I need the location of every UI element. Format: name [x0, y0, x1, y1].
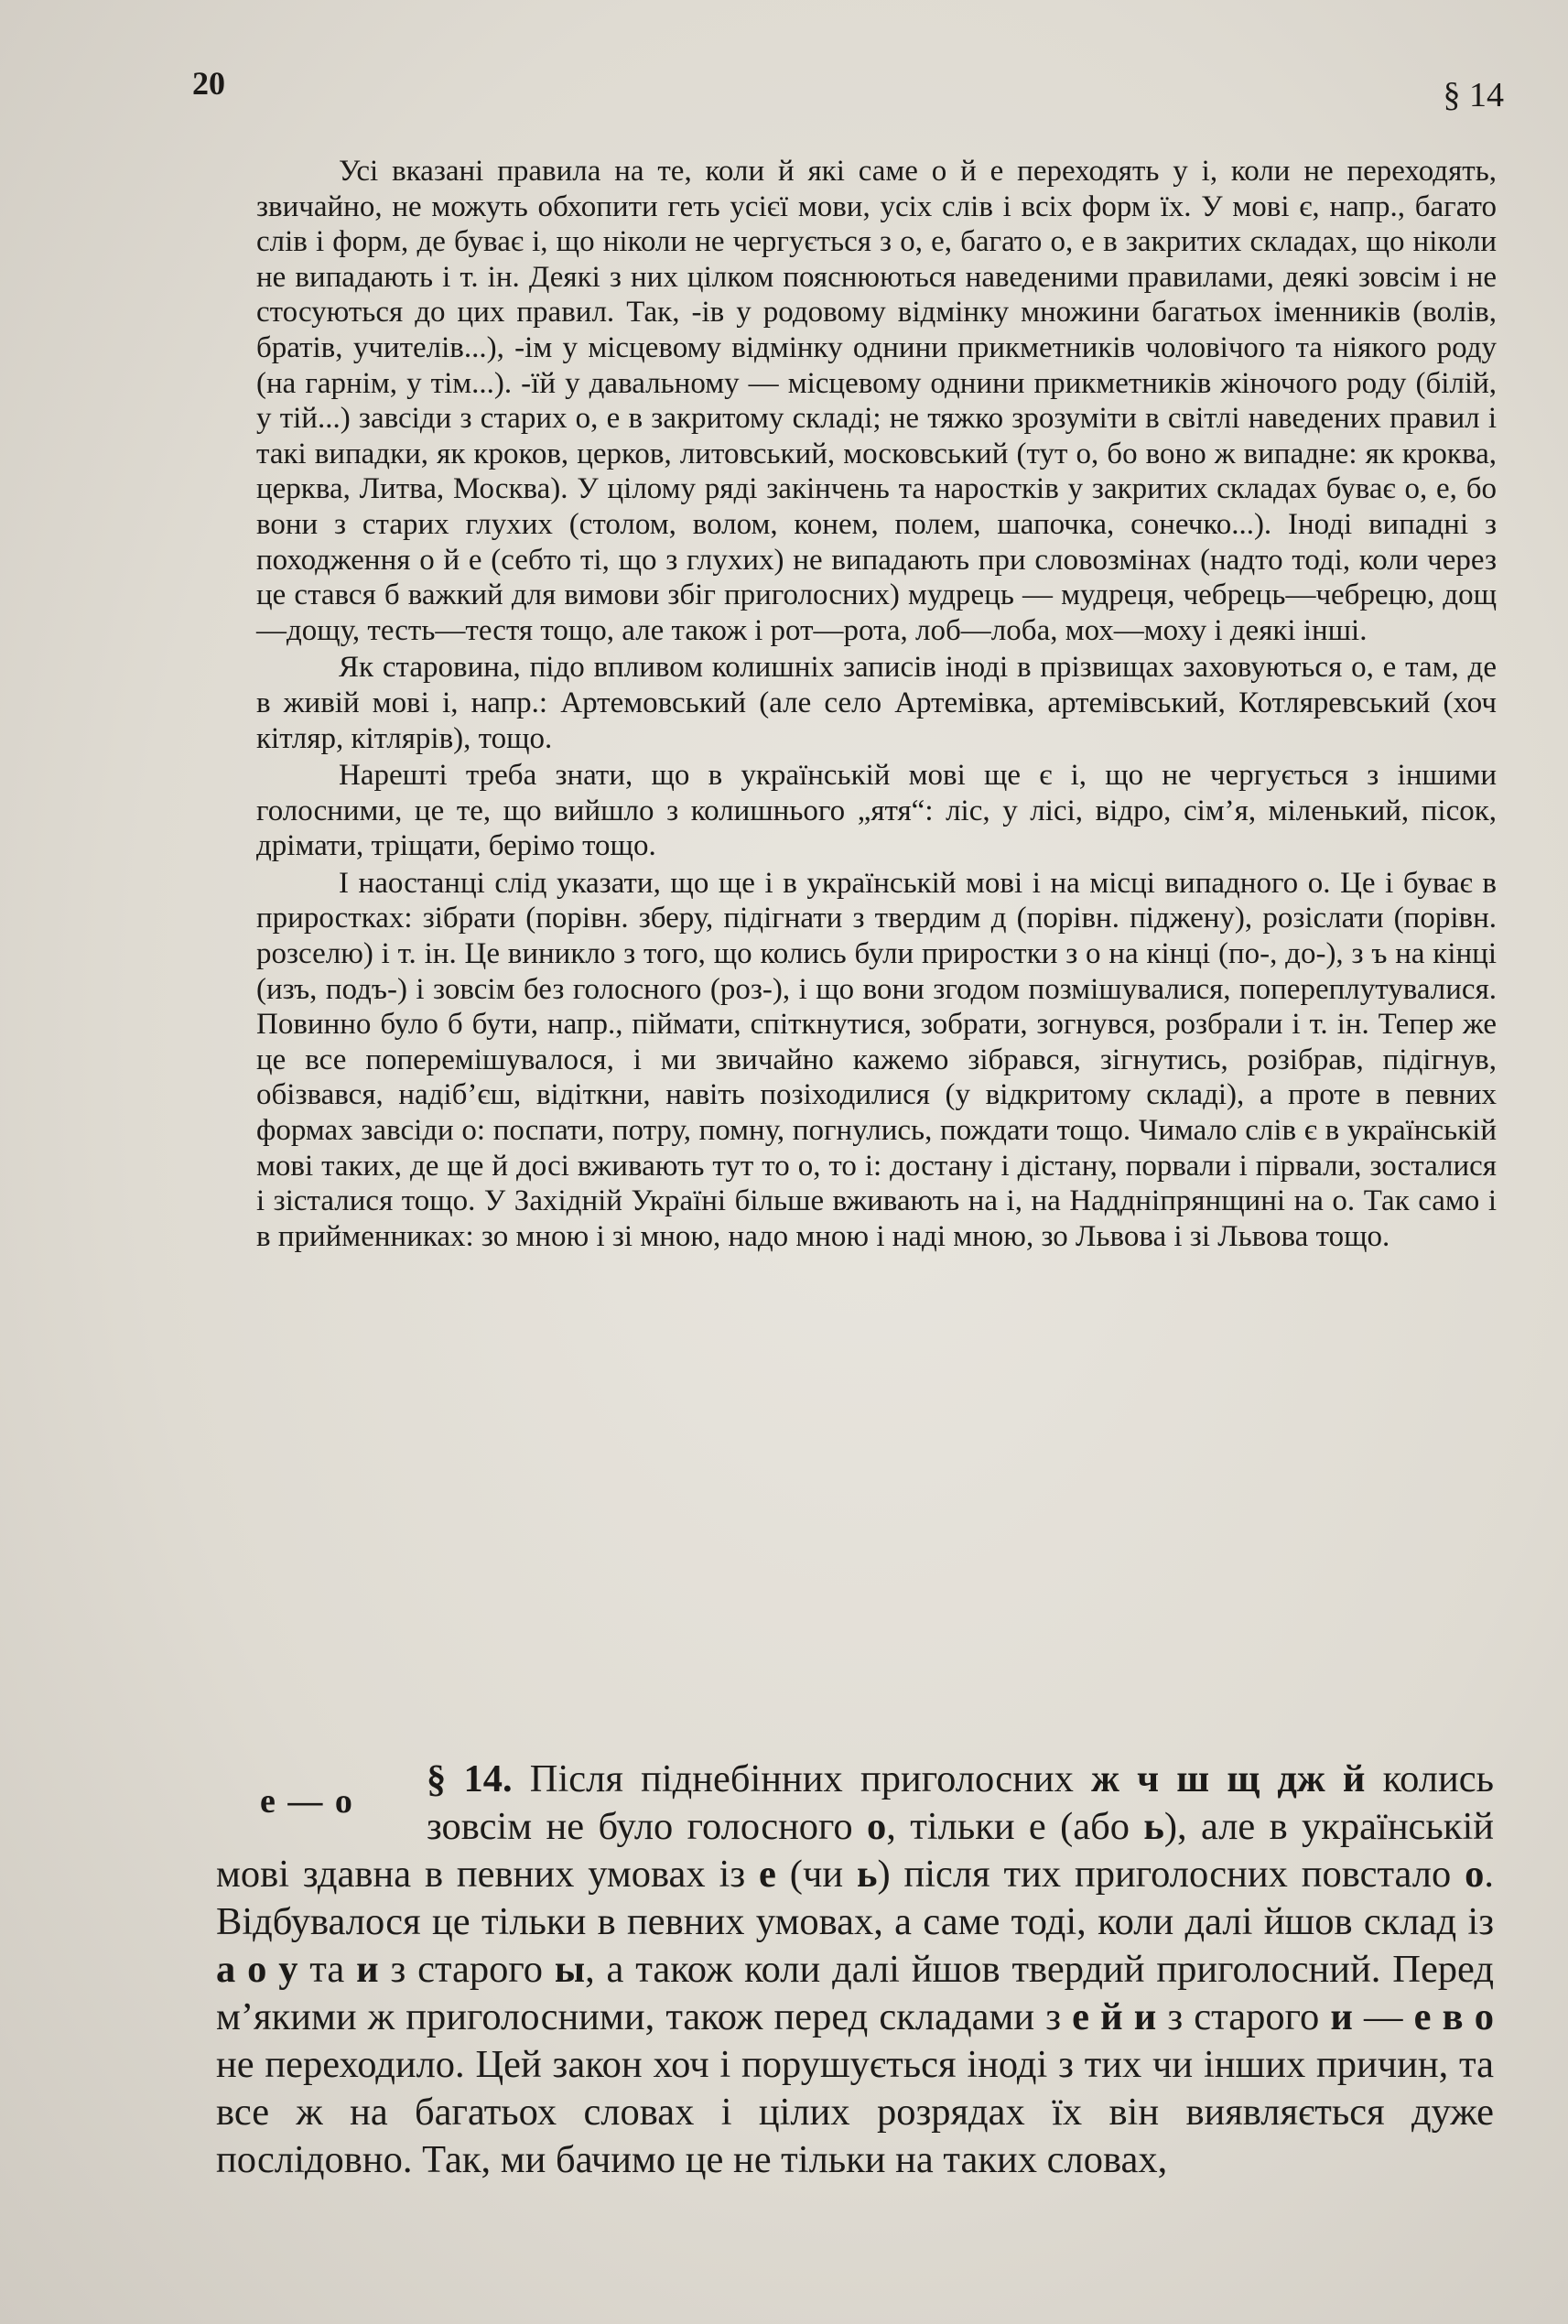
letter-y: и — [1330, 1995, 1353, 2038]
section-text: з старого — [1156, 1995, 1331, 2038]
paragraph-yat: Нарешті треба знати, що в українській мові ще є і, що не чергується з іншими голосними, це те, що вийшло з колишнього „ятя“: ліс, у лісі, відро, сім’я, міленький, пісок, дрімати, тріщати, берімо тощо. — [256, 759, 1497, 863]
letter-yery: ы — [554, 1948, 586, 1991]
section-text: — — [1352, 1995, 1414, 2038]
section-text: , а також коли далі йшов твердий приголосний. Перед м’якими ж приголосними, також перед складами з — [216, 1948, 1494, 2038]
section-text: (чи — [775, 1853, 857, 1896]
section-text: ) після тих приголосних повстало — [877, 1853, 1465, 1896]
section-side-label: е — о — [260, 1782, 354, 1821]
letter-o: о — [1465, 1853, 1485, 1896]
soft-sign: ь — [1143, 1805, 1164, 1848]
section-text: ), але в українській мові здавна в певних умовах із — [216, 1805, 1495, 1896]
section-text: з старого — [378, 1948, 555, 1991]
section-text: не переходило. Цей закон хоч і порушується іноді з тих чи інших причин, та все ж на багатьох словах і цілих розрядах їх він виявляється дуже послідовно. Так, ми бачимо це не тільки на таких словах, — [216, 2043, 1494, 2181]
page-number: 20 — [192, 65, 225, 102]
running-section-ref: § 14 — [1443, 76, 1504, 114]
section-text: колись зовсім не було голосного — [427, 1757, 1494, 1848]
section-text: . Відбувалося це тільки в певних умовах, а саме тоді, коли далі йшов склад із — [216, 1853, 1494, 1943]
e-into-o: е в о — [1413, 1995, 1494, 2038]
letter-y: и — [356, 1948, 379, 1991]
paragraph-vowel-rules: Усі вказані правила на те, коли й які саме о й е переходять у і, коли не переходять, звичайно, не можуть обхопити геть усієї мови, усіх слів і всіх форм їх. У мові є, напр., багато слів і форм, де буває і, що ніколи не чергується з о, е, багато о, е в закритих складах, що ніколи не випадають і т. ін. Деякі з них цілком пояснюються наведеними правилами, деякі зовсім і не стосуються до цих правил. Так, -ів у родовому відмінку множини багатьох іменників (волів, братів, учителів...), -ім у місцевому відмінку однини прикметників чоловічого та ніякого роду (на гарнім, у тім...). -їй у давальному — місцевому однини прикметників жіночого роду (білій, у тій...) завсіди з старих о, е в закритому складі; не тяжко зрозуміти в світлі наведених правил і такі випадки, як кроков, церков, литовський, московський (тут о, бо воно ж випадне: як кроква, церква, Литва, Москва). У цілому ряді закінчень та наростків у закритих складах буває о, е, бо вони з старих глухих (столом, волом, конем, полем, шапочка, сонечко...). Іноді випадні з походження о й е (себто ті, що з глухих) не випадають при словозмінах (надто тоді, коли через це стався б важкий для вимови збіг приголосних) мудрець — мудреця, чебрець—чебрецю, дощ—дощу, тесть—тестя тощо, але також і рот—рота, лоб—лоба, мох—моху і деякі інші. — [256, 155, 1497, 647]
section-text: , тільки е (або — [886, 1805, 1144, 1848]
paragraph-surnames: Як старовина, підо впливом колишніх записів іноді в прізвищах заховуються о, е там, де в живій мові і, напр.: Артемовський (але село Артемівка, артемівський, Котляревський (хоч кітляр, кітлярів), тощо. — [256, 651, 1497, 755]
vowels-a-o-u: а о у — [216, 1948, 298, 1991]
section-14-body — [216, 1756, 1494, 2184]
section-14 — [216, 1756, 1494, 2184]
soft-sign: ь — [856, 1853, 878, 1896]
paragraph-prefixes: І наостанці слід указати, що ще і в українській мові і на місці випадного о. Це і буває в приростках: зібрати (порівн. зберу, підігнати з твердим д (порівн. піджену), розіслати (порівн. розселю) і т. ін. Це виникло з того, що колись були приростки з о на кінці (по-, до-), з ъ на кінці (изъ, подъ-) і зовсім без голосного (роз-), і що вони згодом позмішувалися, попереплутувалися. Повинно було б бути, напр., піймати, спіткнутися, зобрати, зогнувся, розбрали і т. ін. Тепер же це все поперемішувалося, і ми звичайно кажемо зібрався, зігнутись, розібрав, підігнув, обізвався, надіб’єш, відіткни, навіть позіходилися (у відкритому складі), а проте в певних формах завсіди о: поспати, потру, помну, погнулись, пождати тощо. Чимало слів є в українській мові таких, де ще й досі вживають тут то о, то і: достану і дістану, порвали і пірвали, зосталися і зісталися тощо. У Західній Україні більше вживають на і, на Наддніпрянщині на о. Так само і в прийменниках: зо мною і зі мною, надо мною і наді мною, зо Львова і зі Львова тощо. — [256, 866, 1497, 1253]
page-header — [192, 64, 1504, 119]
section-text: Після піднебінних приголосних — [512, 1757, 1092, 1800]
letter-o: о — [867, 1805, 887, 1848]
vowels-e-i-y: е й и — [1072, 1995, 1157, 2038]
section-text: та — [297, 1948, 357, 1991]
small-print-block — [256, 154, 1497, 1254]
section-number: § 14. — [427, 1757, 513, 1800]
palatal-consonants: ж ч ш щ дж й — [1091, 1757, 1366, 1800]
letter-e: е — [759, 1853, 776, 1896]
